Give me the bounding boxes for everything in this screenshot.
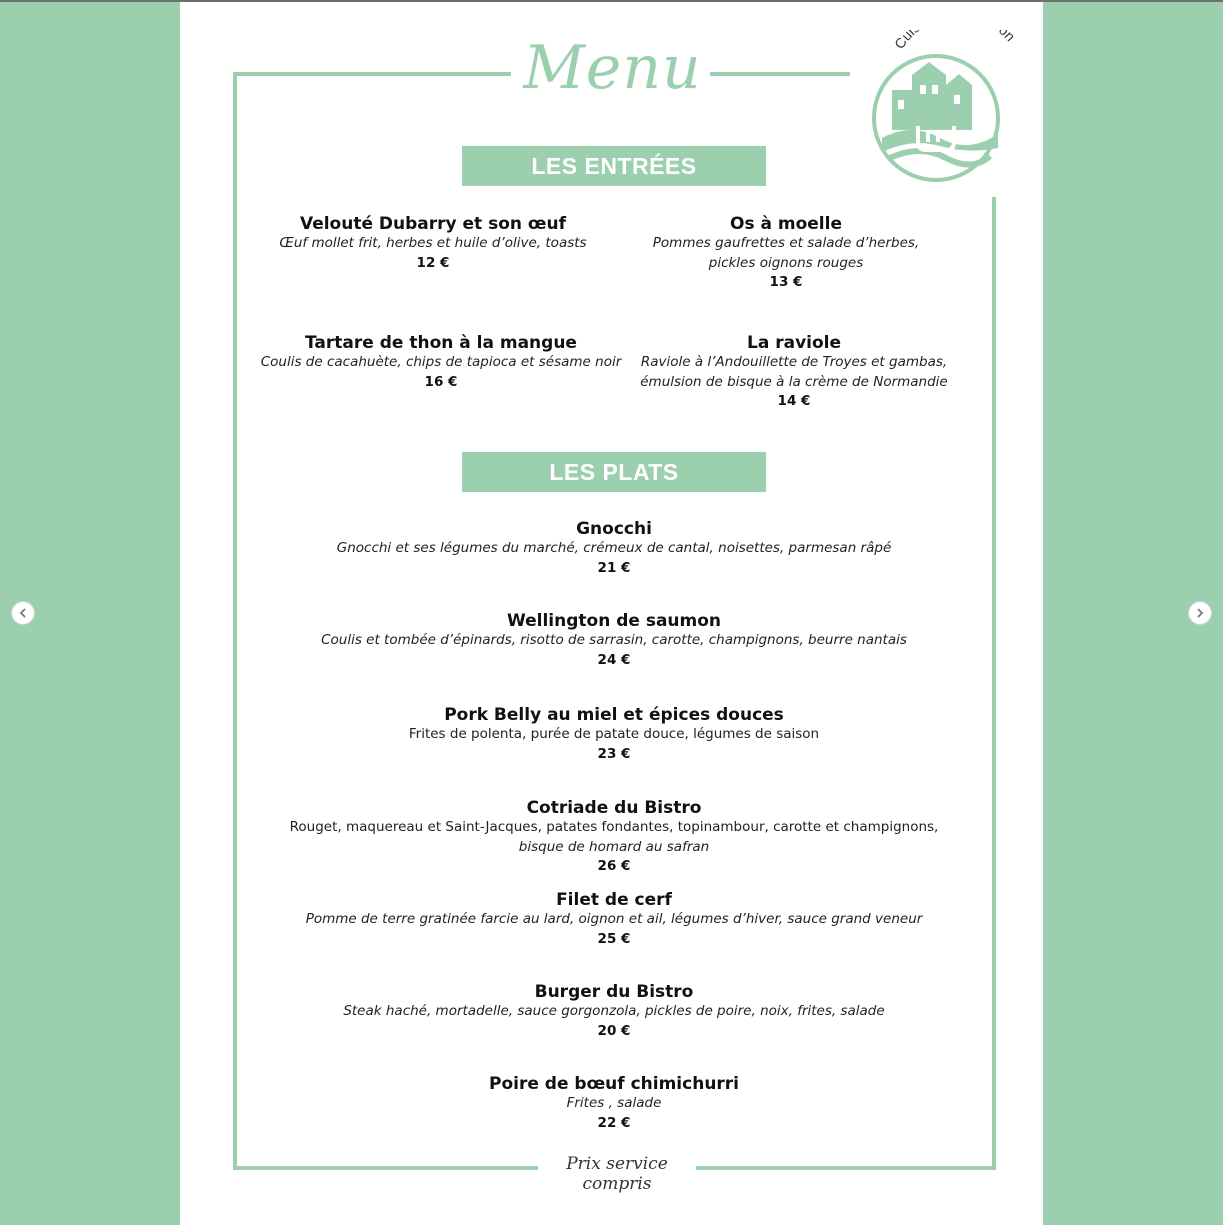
next-button[interactable] (1188, 601, 1212, 625)
frame-left (233, 72, 237, 1170)
dish-name: Velouté Dubarry et son œuf (299, 214, 567, 234)
dish-burger (264, 982, 964, 1040)
dish-desc: Raviole à l’Andouillette de Troyes et gambas, (640, 354, 948, 370)
dish-desc: émulsion de bisque à la crème de Normandie (640, 373, 948, 390)
menu-title: Menu (523, 33, 702, 103)
logo-text: Cui on (891, 30, 1019, 52)
dish-price: 22 € (597, 1114, 631, 1131)
dish-desc: Steak haché, mortadelle, sauce gorgonzola, pickles de poire, noix, frites, salade (343, 1003, 885, 1019)
dish-desc: pickles oignons rouges (708, 254, 864, 271)
section-plats-title: LES PLATS (462, 452, 766, 492)
dish-price: 21 € (597, 559, 631, 576)
dish-price: 23 € (597, 745, 631, 762)
dish-filet-de-cerf (264, 890, 964, 948)
dish-raviole (634, 333, 954, 410)
frame-bottom-left (233, 1166, 538, 1170)
dish-name: Os à moelle (730, 214, 842, 234)
dish-desc: Frites , salade (566, 1095, 662, 1111)
frame-top-right (710, 72, 850, 76)
footer-note: Prix service compris (538, 1154, 696, 1194)
dish-desc: Rouget, maquereau et Saint-Jacques, patates fondantes, topinambour, carotte et champignons, (289, 819, 939, 835)
dish-os-a-moelle (626, 214, 946, 291)
dish-poire-de-boeuf (264, 1074, 964, 1132)
dish-name: Wellington de saumon (506, 611, 722, 631)
dish-desc: Coulis et tombée d’épinards, risotto de sarrasin, carotte, champignons, beurre nantais (321, 632, 907, 648)
dish-price: 12 € (416, 254, 450, 271)
section-entrees-title: LES ENTRÉES (462, 146, 766, 186)
chevron-left-icon (17, 607, 29, 619)
dish-price: 24 € (597, 651, 631, 668)
frame-top-left (233, 72, 511, 76)
chevron-right-icon (1194, 607, 1206, 619)
dish-name: Cotriade du Bistro (526, 798, 702, 818)
house-logo (862, 30, 1022, 190)
dish-name: Gnocchi (576, 519, 652, 539)
dish-price: 20 € (597, 1022, 631, 1039)
dish-pork-belly (264, 705, 964, 763)
dish-desc: Gnocchi et ses légumes du marché, crémeux de cantal, noisettes, parmesan râpé (336, 540, 892, 556)
dish-price: 26 € (597, 858, 631, 874)
dish-tartare (256, 333, 626, 391)
dish-desc: Œuf mollet frit, herbes et huile d’olive, toasts (279, 235, 587, 251)
dish-gnocchi (264, 519, 964, 577)
dish-price: 25 € (597, 930, 631, 947)
dish-name: Pork Belly au miel et épices douces (444, 705, 784, 725)
dish-wellington (264, 611, 964, 669)
dish-name: Burger du Bistro (534, 982, 694, 1002)
svg-text:Cuisine faite maison (891, 30, 1019, 52)
dish-price: 16 € (424, 373, 458, 390)
dish-name: La raviole (746, 333, 842, 353)
dish-cotriade (254, 798, 974, 875)
dish-desc: Frites de polenta, purée de patate douce, légumes de saison (408, 726, 820, 742)
dish-desc: Coulis de cacahuète, chips de tapioca et sésame noir (260, 354, 622, 370)
dish-veloute (263, 214, 603, 272)
dish-name: Tartare de thon à la mangue (305, 333, 577, 353)
dish-price: 13 € (769, 274, 803, 290)
frame-bottom-right (692, 1166, 996, 1170)
dish-price: 14 € (777, 393, 811, 409)
dish-desc: bisque de homard au safran (518, 838, 710, 855)
previous-button[interactable] (11, 601, 35, 625)
dish-desc: Pomme de terre gratinée farcie au lard, oignon et ail, légumes d’hiver, sauce grand veneur (305, 911, 923, 927)
frame-right (992, 197, 996, 1170)
dish-name: Filet de cerf (556, 890, 672, 910)
dish-desc: Pommes gaufrettes et salade d’herbes, (652, 235, 920, 251)
dish-name: Poire de bœuf chimichurri (488, 1074, 740, 1094)
